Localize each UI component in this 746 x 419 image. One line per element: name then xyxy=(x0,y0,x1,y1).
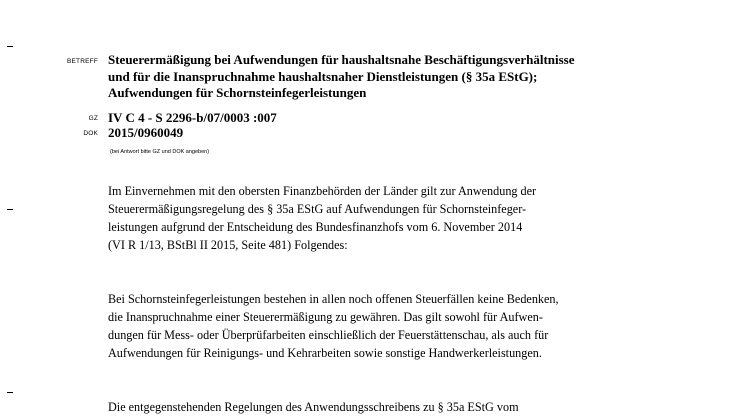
dok-label: DOK xyxy=(83,130,98,137)
dok-value: 2015/0960049 xyxy=(108,125,184,140)
body-paragraph-1 xyxy=(108,182,536,254)
subject-line: Aufwendungen für Schornsteinfegerleistungen xyxy=(108,85,367,100)
reply-note: (bei Antwort bitte GZ und DOK angeben) xyxy=(110,149,210,155)
paragraph-line: Aufwendungen für Reinigungs- und Kehrarbeiten sowie sonstige Handwerkerleistungen. xyxy=(108,346,542,360)
fold-mark xyxy=(7,46,13,47)
paragraph-line: Die entgegenstehenden Regelungen des Anwendungsschreibens zu § 35a EStG vom xyxy=(108,400,519,414)
body-paragraph-3 xyxy=(108,398,519,416)
paragraph-line: (VI R 1/13, BStBl II 2015, Seite 481) Folgendes: xyxy=(108,238,348,252)
subject-line: Steuerermäßigung bei Aufwendungen für haushaltsnahe Beschäftigungsverhältnisse xyxy=(108,52,575,67)
paragraph-line: die Inanspruchnahme einer Steuerermäßigung zu gewähren. Das gilt sowohl für Aufwen- xyxy=(108,310,543,324)
subject-line: und für die Inanspruchnahme haushaltsnaher Dienstleistungen (§ 35a EStG); xyxy=(108,68,538,84)
fold-mark xyxy=(7,209,13,210)
paragraph-line: Im Einvernehmen mit den obersten Finanzbehörden der Länder gilt zur Anwendung der xyxy=(108,184,537,198)
betreff-label: BETREFF xyxy=(66,58,98,65)
paragraph-line: leistungen aufgrund der Entscheidung des Bundesfinanzhofs vom 6. November 2014 xyxy=(108,220,523,234)
paragraph-line: dungen für Mess- oder Überprüfarbeiten einschließlich der Feuerstättenschau, als auch für xyxy=(108,328,549,342)
gz-label: GZ xyxy=(88,115,98,122)
body-paragraph-2 xyxy=(108,290,559,362)
subject-heading xyxy=(108,52,708,102)
paragraph-line: Bei Schornsteinfegerleistungen bestehen in allen noch offenen Steuerfällen keine Bedenken, xyxy=(108,292,559,306)
gz-value: IV C 4 - S 2296-b/07/0003 :007 xyxy=(108,110,277,125)
paragraph-line: Steuerermäßigungsregelung des § 35a EStG auf Aufwendungen für Schornsteinfeger- xyxy=(108,202,527,216)
fold-mark xyxy=(7,392,13,393)
